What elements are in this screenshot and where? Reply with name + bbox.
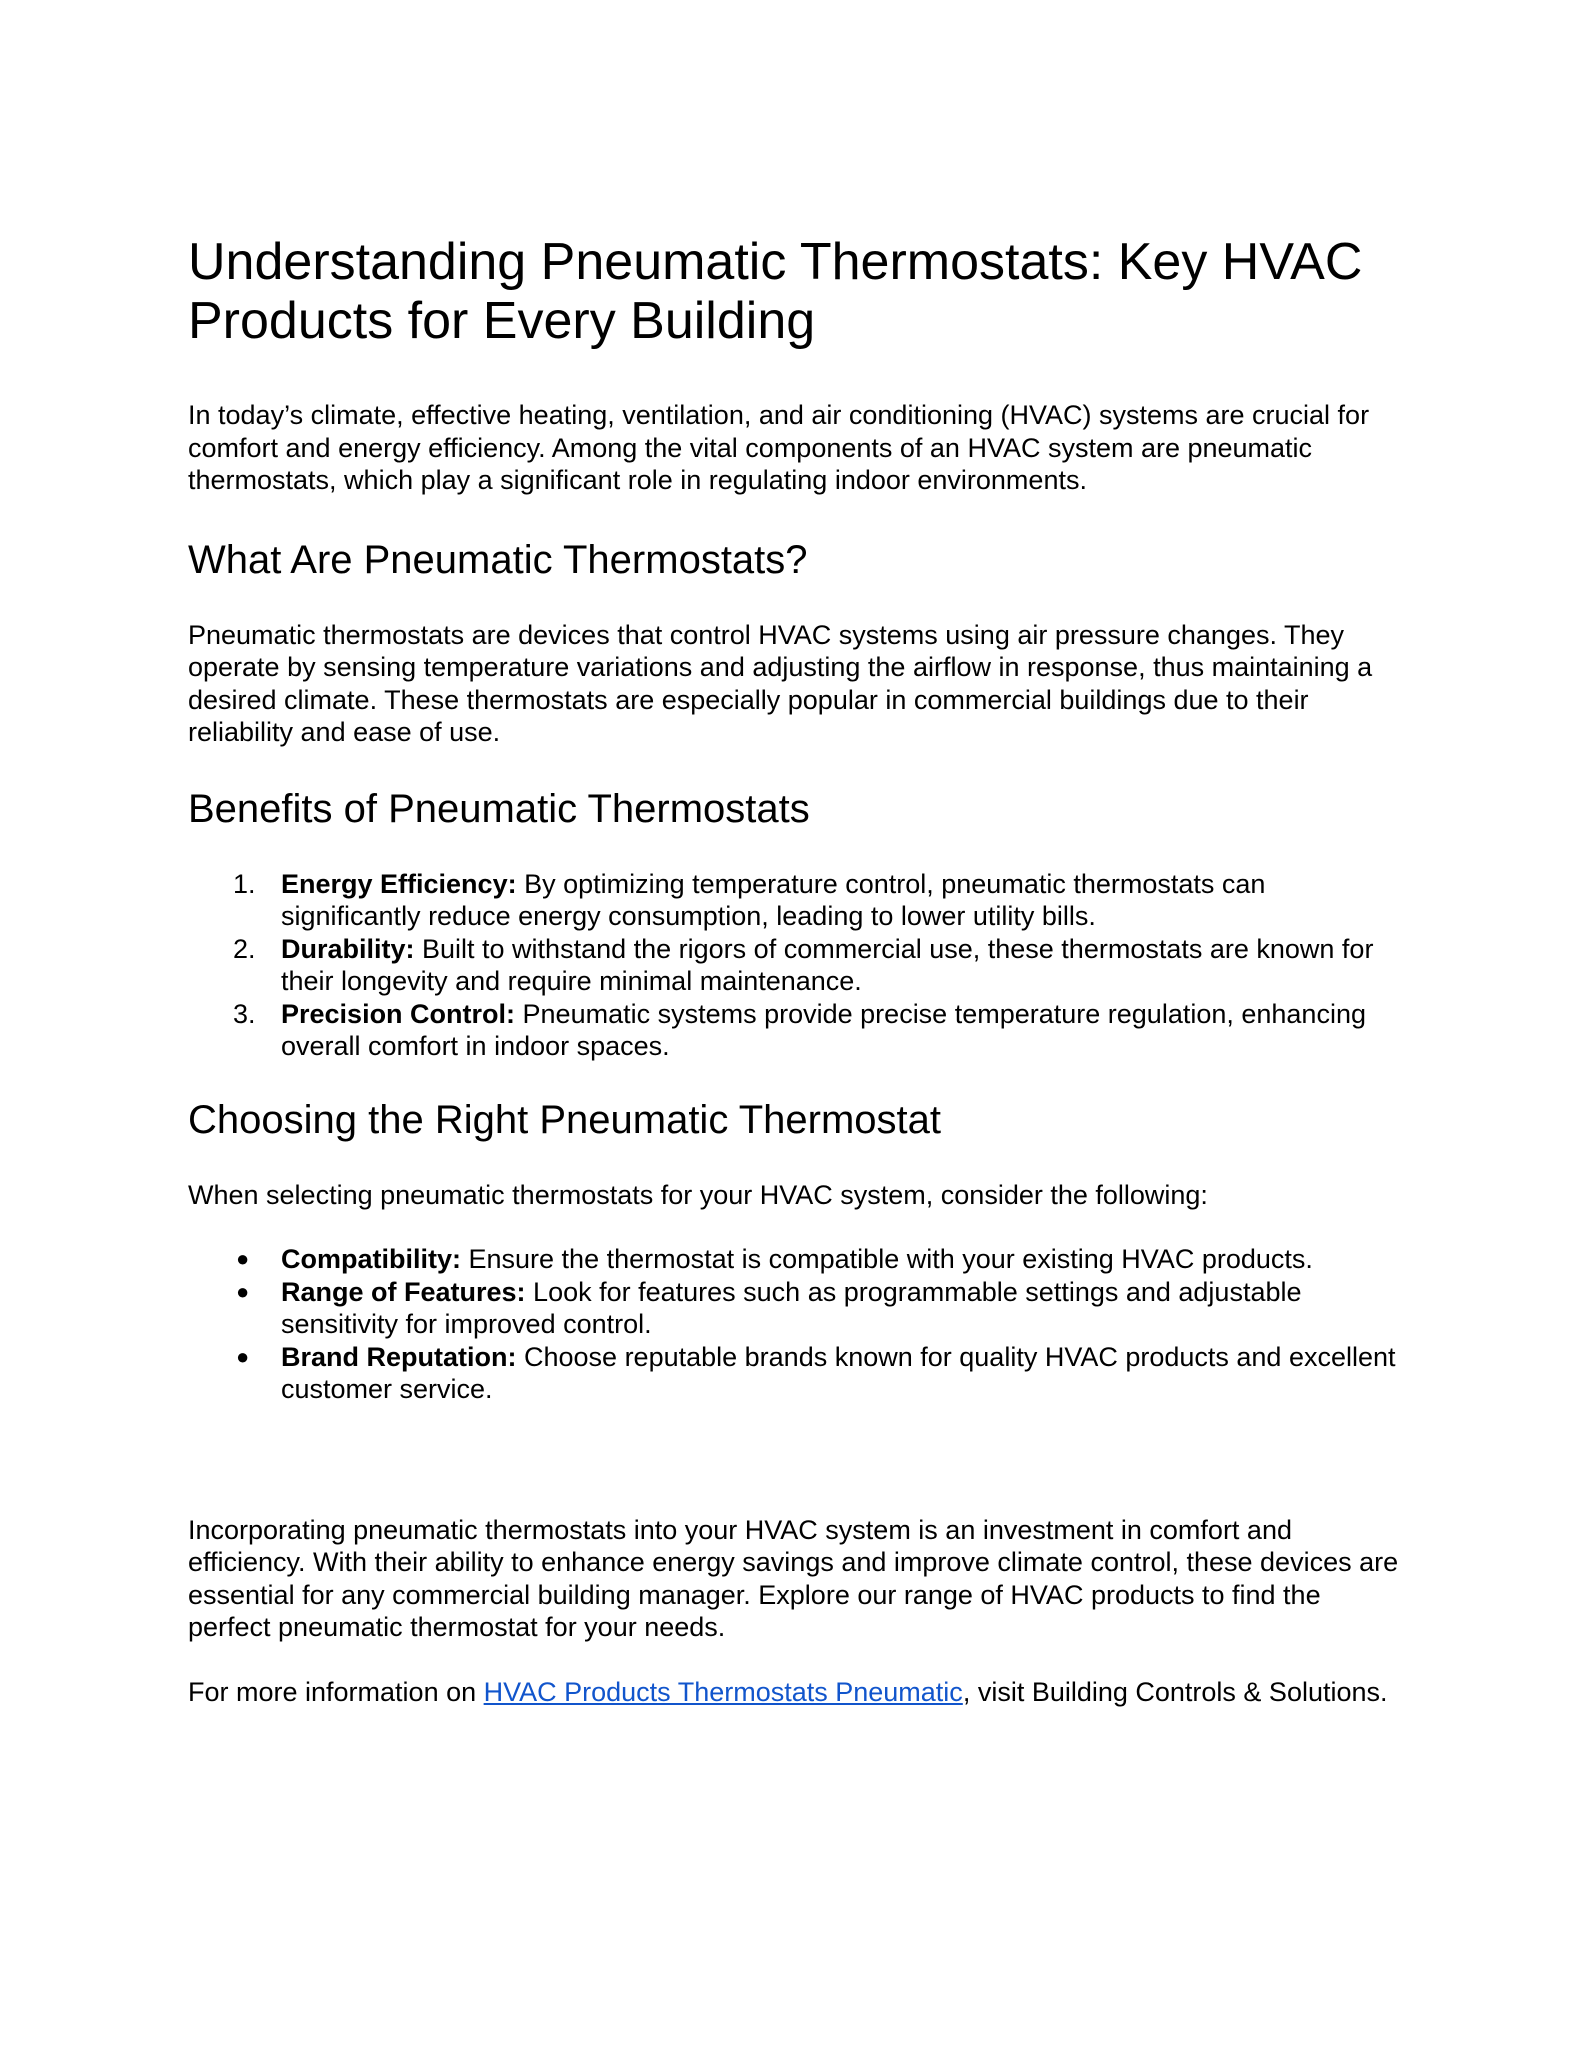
section-heading-choosing: Choosing the Right Pneumatic Thermostat (188, 1097, 941, 1142)
bullet-icon: ● (236, 1278, 250, 1304)
list-item-term: Range of Features: (281, 1276, 526, 1307)
list-item-term: Precision Control: (281, 998, 516, 1029)
more-info-paragraph (188, 1676, 1408, 1709)
list-number: 1. (233, 868, 256, 899)
bullet-icon: ● (236, 1343, 250, 1369)
list-item-text: Look for features such as programmable settings and adjustable sensitivity for improved control. (281, 1276, 1302, 1339)
intro-paragraph: In today’s climate, effective heating, ventilation, and air conditioning (HVAC) systems are crucial for comfort and energy efficiency. Among the vital components of an HVAC system are pneumatic thermostats, which play a significant role in regulating indoor environments. (188, 400, 1370, 495)
choosing-intro-paragraph: When selecting pneumatic thermostats for your HVAC system, consider the following: (188, 1179, 1208, 1210)
list-item-text: Built to withstand the rigors of commercial use, these thermostats are known for their longevity and require minimal maintenance. (281, 933, 1374, 996)
hvac-products-link[interactable]: HVAC Products Thermostats Pneumatic (483, 1676, 963, 1707)
list-item-term: Energy Efficiency: (281, 868, 517, 899)
list-item (188, 1276, 1408, 1341)
benefits-list (188, 868, 1408, 1063)
document-page (188, 233, 1408, 1708)
list-item-text: Choose reputable brands known for quality HVAC products and excellent customer service. (281, 1341, 1396, 1404)
list-item (188, 998, 1408, 1063)
more-info-suffix: , visit Building Controls & Solutions. (962, 1676, 1388, 1707)
section-heading-benefits: Benefits of Pneumatic Thermostats (188, 786, 810, 831)
document-title: Understanding Pneumatic Thermostats: Key HVAC Products for Every Building (188, 233, 1363, 350)
conclusion-paragraph: Incorporating pneumatic thermostats into your HVAC system is an investment in comfort and efficiency. With their ability to enhance energy savings and improve climate control, these devices are essential for any commercial building manager. Explore our range of HVAC products to find the perfect pneumatic thermostat for your needs. (188, 1514, 1399, 1642)
list-item-term: Compatibility: (281, 1244, 461, 1274)
list-item (188, 933, 1408, 998)
list-item-text: Pneumatic systems provide precise temperature regulation, enhancing overall comfort in indoor spaces. (281, 998, 1366, 1061)
list-item-term: Brand Reputation: (281, 1341, 517, 1372)
list-item-text: By optimizing temperature control, pneumatic thermostats can significantly reduce energy consumption, leading to lower utility bills. (281, 868, 1266, 931)
list-item-term: Durability: (281, 933, 415, 964)
list-item-text: Ensure the thermostat is compatible with your existing HVAC products. (461, 1244, 1313, 1274)
list-item (188, 1341, 1408, 1406)
list-number: 3. (233, 998, 256, 1029)
bullet-icon: ● (236, 1246, 250, 1271)
list-item (188, 868, 1408, 933)
considerations-list (188, 1243, 1408, 1406)
list-number: 2. (233, 933, 256, 964)
section-heading-what: What Are Pneumatic Thermostats? (188, 537, 808, 582)
more-info-prefix: For more information on (188, 1676, 484, 1707)
what-paragraph: Pneumatic thermostats are devices that control HVAC systems using air pressure changes. They operate by sensing temperature variations and adjusting the airflow in response, thus maintaining a desired climate. These thermostats are especially popular in commercial buildings due to their reliability and ease of use. (188, 619, 1373, 747)
list-item (188, 1243, 1408, 1276)
